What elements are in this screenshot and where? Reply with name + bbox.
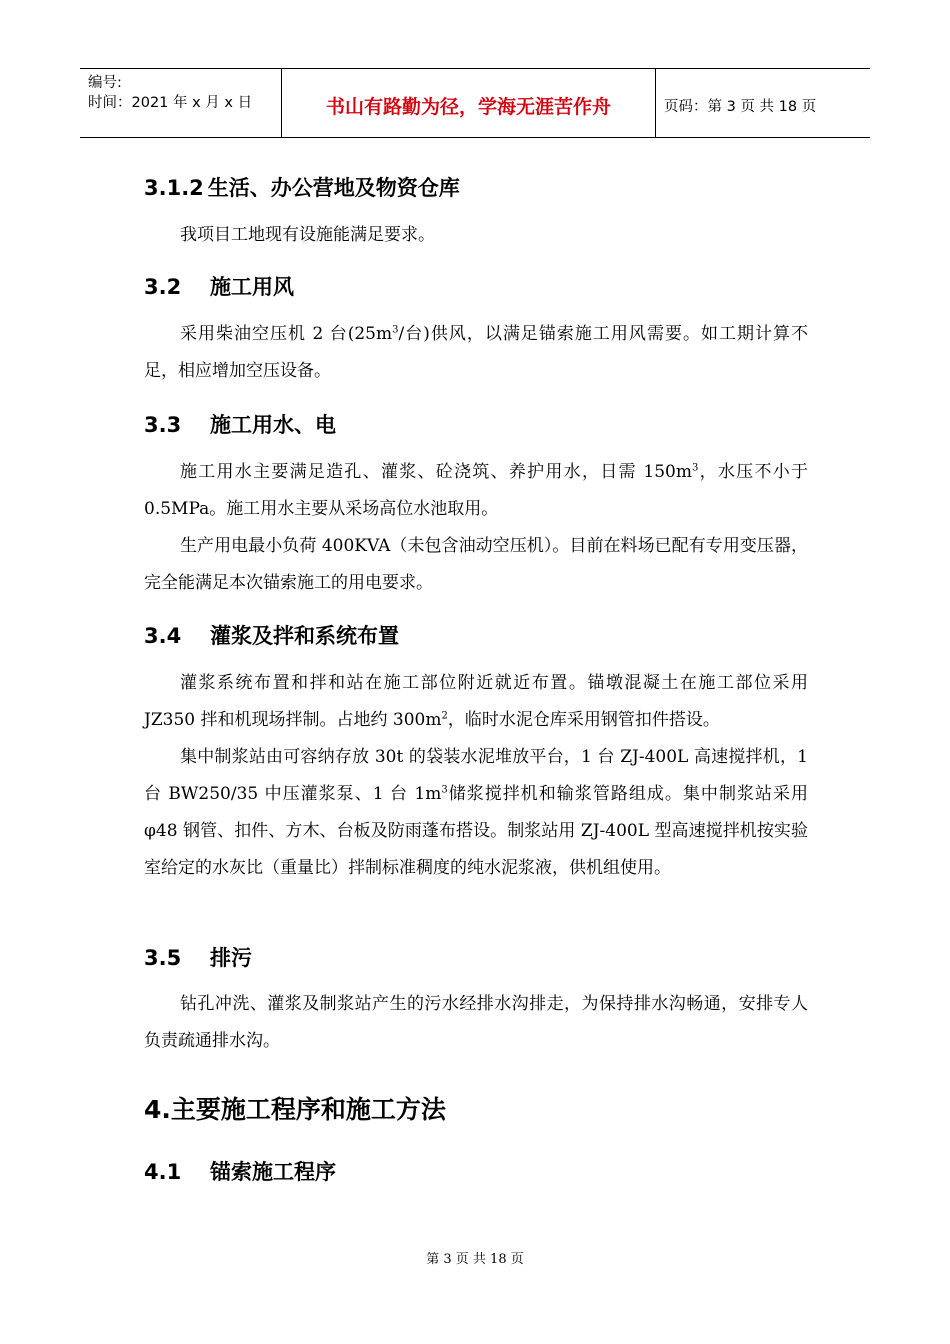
heading-3-4	[144, 620, 399, 650]
header-motto: 书山有路勤为径，学海无涯苦作舟	[282, 69, 656, 137]
paragraph: 生产用电最小负荷 400KVA（未包含油动空压机）。目前在料场已配有专用变压器，完全能满足本次锚索施工的用电要求。	[144, 536, 808, 593]
heading-title: 排污	[210, 946, 252, 970]
number-label: 编号:	[88, 75, 122, 91]
heading-3-2	[144, 271, 294, 301]
heading-title: 施工用水、电	[210, 413, 336, 437]
heading-number: 3.5	[144, 946, 182, 970]
paragraph: 灌浆系统布置和拌和站在施工部位附近就近布置。锚墩混凝土在施工部位采用 JZ350 拌和机现场拌制。占地约 $300m^2$，临时水泥仓库采用钢管扣件搭设。	[144, 673, 808, 730]
heading-3-3	[144, 409, 336, 439]
header-page-label: 页码：第 3 页 共 18 页	[664, 98, 817, 115]
paragraph: 集中制浆站由可容纳存放 30t 的袋装水泥堆放平台，1 台 ZJ-400L 高速搅拌机，1 台 BW250/35 中压灌浆泵、1 台 $1m^3$储浆搅拌机和输浆管路组成。集中制浆站采用 φ48 钢管、扣件、方木、台板及防雨蓬布搭设。制浆站用 ZJ-400L 型高速搅拌机按实验室给定的水灰比（重量比）拌制标准稠度的纯水泥浆液，供机组使用。	[144, 747, 809, 878]
time-label: 时间：2021 年 x 月 x 日	[88, 95, 253, 111]
heading-4	[144, 1090, 446, 1126]
heading-number: 3.3	[144, 413, 182, 437]
paragraph: 钻孔冲洗、灌浆及制浆站产生的污水经排水沟排走，为保持排水沟畅通，安排专人负责疏通排水沟。	[144, 994, 808, 1051]
heading-3-5	[144, 942, 252, 972]
paragraph: 施工用水主要满足造孔、灌浆、砼浇筑、养护用水，日需 $150m^3$，水压不小于 0.5MPa。施工用水主要从采场高位水池取用。	[144, 462, 808, 519]
heading-title: 锚索施工程序	[210, 1160, 336, 1184]
paragraph: 采用柴油空压机 2 台($25m^3/$台)供风，以满足锚索施工用风需要。如工期计算不足，相应增加空压设备。	[144, 324, 809, 381]
header-info	[80, 69, 282, 137]
heading-3-1-2	[144, 172, 460, 202]
heading-title: 施工用风	[210, 275, 294, 299]
heading-title: 灌浆及拌和系统布置	[210, 624, 399, 648]
page-header	[80, 68, 870, 138]
heading-number: 4.	[144, 1095, 171, 1124]
heading-title: 生活、办公营地及物资仓库	[207, 176, 460, 200]
paragraph: 我项目工地现有设施能满足要求。	[180, 225, 435, 245]
heading-number: 3.4	[144, 624, 182, 648]
heading-number: 3.1.2	[144, 176, 204, 200]
heading-4-1	[144, 1156, 336, 1186]
heading-number: 3.2	[144, 275, 182, 299]
heading-number: 4.1	[144, 1160, 182, 1184]
page-footer: 第 3 页 共 18 页	[426, 1252, 524, 1267]
heading-title: 主要施工程序和施工方法	[170, 1095, 446, 1124]
